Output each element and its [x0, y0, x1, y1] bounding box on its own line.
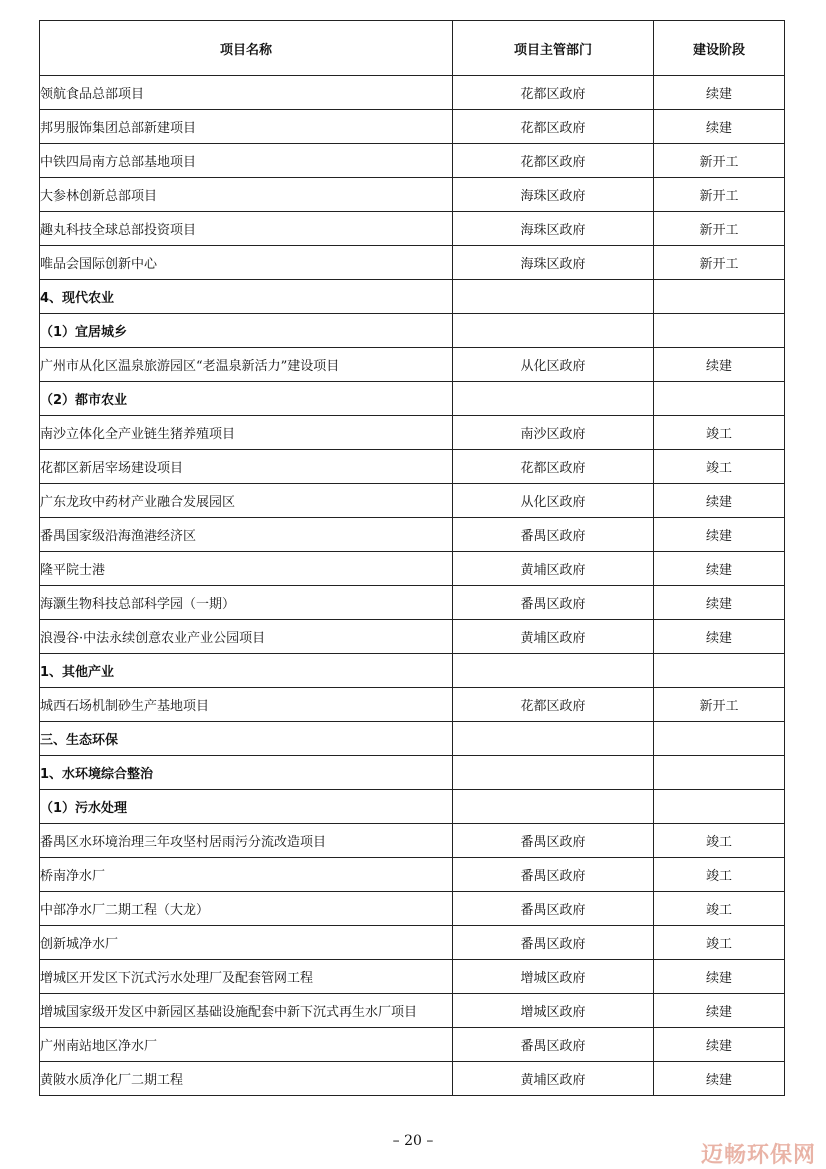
cell-stage: 竣工 [654, 824, 785, 858]
table-row [40, 178, 785, 212]
cell-stage: 续建 [654, 1062, 785, 1096]
cell-department: 增城区政府 [453, 994, 654, 1028]
cell-department: 从化区政府 [453, 484, 654, 518]
table-row [40, 858, 785, 892]
table-row [40, 1062, 785, 1096]
cell-stage: 新开工 [654, 212, 785, 246]
cell-stage [654, 722, 785, 756]
table-row [40, 960, 785, 994]
table-row [40, 518, 785, 552]
table-row [40, 892, 785, 926]
cell-department [453, 790, 654, 824]
table-header-row [40, 21, 785, 76]
cell-project-name: 广州市从化区温泉旅游园区“老温泉新活力”建设项目 [40, 348, 453, 382]
cell-department [453, 722, 654, 756]
cell-stage [654, 790, 785, 824]
section-heading-row [40, 790, 785, 824]
table-row [40, 586, 785, 620]
page-number: – 20 – [392, 1133, 434, 1149]
table-row [40, 76, 785, 110]
table-row [40, 348, 785, 382]
cell-stage: 新开工 [654, 144, 785, 178]
cell-department: 番禺区政府 [453, 892, 654, 926]
cell-project-name: 唯品会国际创新中心 [40, 246, 453, 280]
cell-stage: 续建 [654, 994, 785, 1028]
cell-department: 增城区政府 [453, 960, 654, 994]
table-row [40, 212, 785, 246]
table-row [40, 552, 785, 586]
cell-department: 番禺区政府 [453, 926, 654, 960]
section-heading-row [40, 280, 785, 314]
cell-stage [654, 382, 785, 416]
cell-stage: 续建 [654, 620, 785, 654]
cell-project-name: （1）污水处理 [40, 790, 453, 824]
cell-department: 南沙区政府 [453, 416, 654, 450]
cell-project-name: 南沙立体化全产业链生猪养殖项目 [40, 416, 453, 450]
cell-department: 海珠区政府 [453, 178, 654, 212]
cell-department: 黄埔区政府 [453, 552, 654, 586]
cell-project-name: 中部净水厂二期工程（大龙） [40, 892, 453, 926]
cell-stage: 续建 [654, 484, 785, 518]
cell-department: 从化区政府 [453, 348, 654, 382]
section-heading-row [40, 382, 785, 416]
watermark-logo: 迈畅环保网 [700, 1143, 816, 1168]
cell-department [453, 382, 654, 416]
cell-department: 番禺区政府 [453, 586, 654, 620]
cell-project-name: 增城国家级开发区中新园区基础设施配套中新下沉式再生水厂项目 [40, 994, 453, 1028]
cell-project-name: 番禺区水环境治理三年攻坚村居雨污分流改造项目 [40, 824, 453, 858]
project-table [39, 20, 785, 1096]
table-row [40, 824, 785, 858]
cell-department: 花都区政府 [453, 144, 654, 178]
cell-department [453, 654, 654, 688]
cell-stage: 续建 [654, 518, 785, 552]
cell-project-name: 1、其他产业 [40, 654, 453, 688]
section-heading-row [40, 654, 785, 688]
cell-project-name: 大参林创新总部项目 [40, 178, 453, 212]
cell-project-name: 增城区开发区下沉式污水处理厂及配套管网工程 [40, 960, 453, 994]
table-row [40, 688, 785, 722]
cell-department: 番禺区政府 [453, 858, 654, 892]
cell-project-name: （2）都市农业 [40, 382, 453, 416]
cell-project-name: 隆平院士港 [40, 552, 453, 586]
cell-department: 花都区政府 [453, 688, 654, 722]
cell-department [453, 314, 654, 348]
section-heading-row [40, 756, 785, 790]
cell-project-name: 广东龙玫中药材产业融合发展园区 [40, 484, 453, 518]
cell-project-name: 创新城净水厂 [40, 926, 453, 960]
cell-department: 番禺区政府 [453, 518, 654, 552]
cell-department [453, 756, 654, 790]
table-row [40, 926, 785, 960]
table-row [40, 246, 785, 280]
cell-department: 海珠区政府 [453, 246, 654, 280]
table-row [40, 144, 785, 178]
cell-project-name: 番禺国家级沿海渔港经济区 [40, 518, 453, 552]
cell-stage: 续建 [654, 76, 785, 110]
cell-department: 黄埔区政府 [453, 620, 654, 654]
cell-department [453, 280, 654, 314]
table-body [40, 76, 785, 1096]
cell-project-name: 邦男服饰集团总部新建项目 [40, 110, 453, 144]
cell-stage [654, 280, 785, 314]
cell-stage: 续建 [654, 110, 785, 144]
cell-department: 花都区政府 [453, 76, 654, 110]
cell-project-name: 花都区新居宰场建设项目 [40, 450, 453, 484]
cell-project-name: 海灏生物科技总部科学园（一期） [40, 586, 453, 620]
cell-stage: 续建 [654, 552, 785, 586]
cell-department: 黄埔区政府 [453, 1062, 654, 1096]
cell-project-name: （1）宜居城乡 [40, 314, 453, 348]
cell-project-name: 4、现代农业 [40, 280, 453, 314]
cell-stage: 竣工 [654, 858, 785, 892]
header-stage: 建设阶段 [654, 21, 785, 76]
table-row [40, 994, 785, 1028]
header-department: 项目主管部门 [453, 21, 654, 76]
cell-department: 花都区政府 [453, 450, 654, 484]
cell-department: 番禺区政府 [453, 824, 654, 858]
cell-project-name: 黄陂水质净化厂二期工程 [40, 1062, 453, 1096]
cell-department: 海珠区政府 [453, 212, 654, 246]
cell-project-name: 领航食品总部项目 [40, 76, 453, 110]
cell-department: 花都区政府 [453, 110, 654, 144]
cell-project-name: 浪漫谷·中法永续创意农业产业公园项目 [40, 620, 453, 654]
cell-project-name: 广州南站地区净水厂 [40, 1028, 453, 1062]
table-row [40, 1028, 785, 1062]
cell-stage: 竣工 [654, 892, 785, 926]
cell-department: 番禺区政府 [453, 1028, 654, 1062]
cell-stage: 新开工 [654, 178, 785, 212]
section-heading-row [40, 722, 785, 756]
cell-project-name: 桥南净水厂 [40, 858, 453, 892]
cell-project-name: 趣丸科技全球总部投资项目 [40, 212, 453, 246]
cell-stage: 新开工 [654, 246, 785, 280]
table-row [40, 110, 785, 144]
cell-stage: 续建 [654, 960, 785, 994]
table-row [40, 484, 785, 518]
section-heading-row [40, 314, 785, 348]
table-row [40, 416, 785, 450]
table-row [40, 450, 785, 484]
cell-stage: 续建 [654, 586, 785, 620]
table-row [40, 620, 785, 654]
cell-project-name: 三、生态环保 [40, 722, 453, 756]
cell-stage [654, 314, 785, 348]
header-project-name: 项目名称 [40, 21, 453, 76]
cell-stage: 竣工 [654, 926, 785, 960]
cell-stage: 竣工 [654, 416, 785, 450]
cell-stage: 新开工 [654, 688, 785, 722]
cell-stage: 续建 [654, 1028, 785, 1062]
cell-stage: 竣工 [654, 450, 785, 484]
cell-stage: 续建 [654, 348, 785, 382]
cell-stage [654, 654, 785, 688]
cell-stage [654, 756, 785, 790]
cell-project-name: 城西石场机制砂生产基地项目 [40, 688, 453, 722]
cell-project-name: 1、水环境综合整治 [40, 756, 453, 790]
cell-project-name: 中铁四局南方总部基地项目 [40, 144, 453, 178]
